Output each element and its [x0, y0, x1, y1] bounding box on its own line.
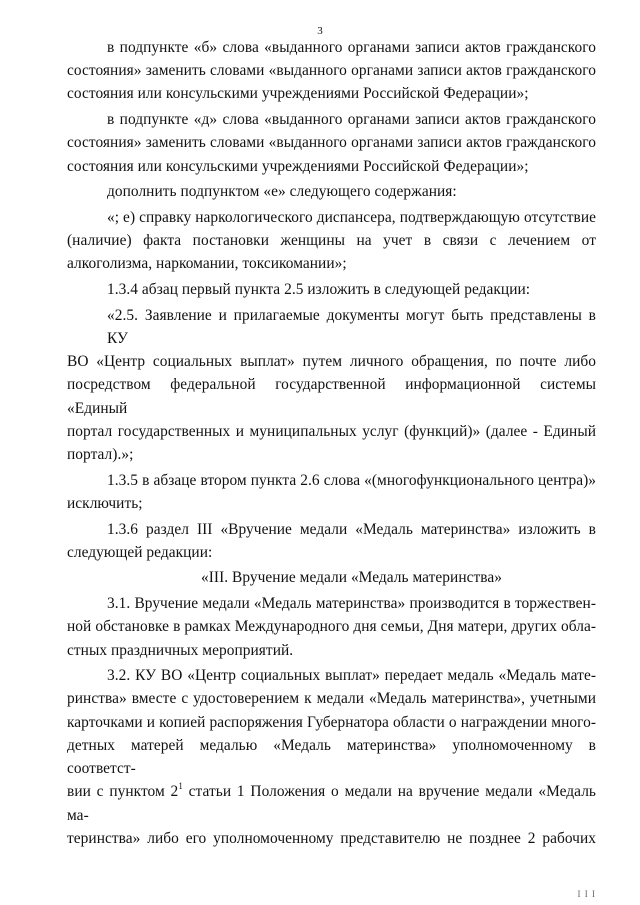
- text-line: детных матерей медалью «Медаль материнства» уполномоченному в соответст-: [67, 736, 596, 778]
- text-line: в подпункте «б» слова «выданного органами записи актов гражданского: [107, 39, 596, 56]
- text-line: следующей редакции:: [67, 543, 213, 561]
- section-heading: «III. Вручение медали «Медаль материнства»: [200, 569, 503, 587]
- superscript: 1: [178, 781, 183, 792]
- paragraph-3-1: [67, 592, 596, 662]
- text-line: «2.5. Заявление и прилагаемые документы могут быть представлены в КУ: [107, 306, 596, 347]
- page-number: 3: [317, 25, 323, 37]
- text-line: в подпункте «д» слова «выданного органами записи актов гражданского: [107, 111, 596, 129]
- text-fragment: вии с пунктом 2: [67, 783, 179, 801]
- paragraph-1-3-5: [67, 469, 596, 515]
- text-line: теринства» либо его уполномоченному представителю не позднее 2 рабочих: [67, 829, 596, 847]
- text-line: дополнить подпунктом «е» следующего содержания:: [107, 183, 457, 201]
- text-line: ринства» вместе с удостоверением к медали «Медаль материнства», учетными: [67, 690, 596, 708]
- text-line: ной обстановке в рамках Международного дня семьи, Дня матери, других обла-: [67, 618, 596, 636]
- text-line: состояния или консульскими учреждениями Российской Федерации»;: [67, 85, 529, 103]
- text-line: стных праздничных мероприятий.: [67, 641, 294, 659]
- text-line: состояния» заменить словами «выданного органами записи актов гражданского: [67, 62, 596, 80]
- text-line: алкоголизма, наркомании, токсикомании»;: [67, 255, 347, 273]
- paragraph-add-subitem-e: [67, 180, 596, 203]
- text-fragment: статьи 1 Положения о медали на вручение медали «Медаль ма-: [67, 783, 596, 824]
- text-line: 1.3.4 абзац первый пункта 2.5 изложить в следующей редакции:: [107, 281, 531, 299]
- text-line: 1.3.6 раздел III «Вручение медали «Медаль материнства» изложить в: [107, 520, 596, 538]
- text-line: (наличие) факта постановки женщины на учет в связи с лечением от: [67, 232, 596, 250]
- text-line: состояния или консульскими учреждениями Российской Федерации»;: [67, 157, 529, 175]
- text-line: карточками и копией распоряжения Губернатора области о награждении много-: [67, 713, 596, 731]
- text-line: ВО «Центр социальных выплат» путем личного обращения, по почте либо: [67, 353, 596, 371]
- text-line: «; е) справку наркологического диспансера, подтверждающую отсутствие: [107, 208, 596, 226]
- footer-mark: I I I: [577, 889, 596, 899]
- paragraph-1-3-4: [67, 278, 596, 301]
- text-line-with-superscript: [67, 780, 596, 826]
- paragraph-2-5-text: [67, 304, 596, 466]
- paragraph-subitem-e-text: [67, 206, 596, 276]
- paragraph-subitem-b: [67, 36, 596, 106]
- text-line: портал).»;: [67, 445, 134, 463]
- text-line: посредством федеральной государственной информационной системы «Единый: [67, 376, 596, 417]
- text-line: исключить;: [67, 494, 143, 512]
- text-line: 3.2. КУ ВО «Центр социальных выплат» передает медаль «Медаль мате-: [107, 667, 596, 685]
- text-line: портал государственных и муниципальных услуг (функций)» (далее - Единый: [67, 422, 596, 440]
- paragraph-1-3-6: [67, 518, 596, 564]
- document-body: [67, 36, 596, 852]
- text-line: 3.1. Вручение медали «Медаль материнства» производится в торжествен-: [107, 595, 596, 613]
- text-line: состояния» заменить словами «выданного органами записи актов гражданского: [67, 134, 596, 152]
- paragraph-subitem-d: [67, 108, 596, 178]
- text-line: 1.3.5 в абзаце втором пункта 2.6 слова «(многофункционального центра)»: [107, 471, 596, 489]
- paragraph-3-2: [67, 664, 596, 850]
